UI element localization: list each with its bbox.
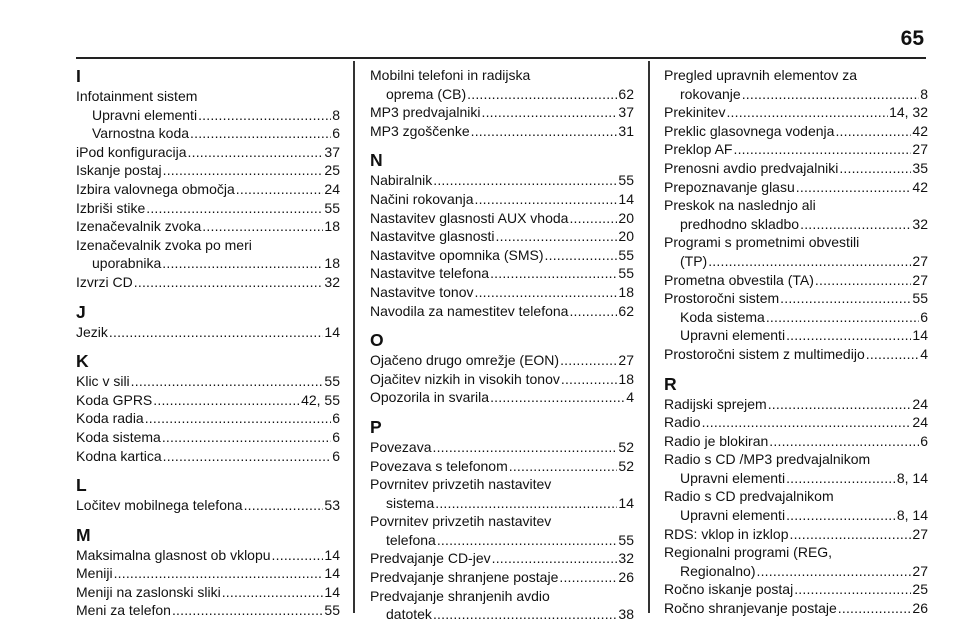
- index-entry-page: 14: [618, 494, 634, 511]
- dot-leader: [786, 469, 896, 488]
- index-entry: [664, 215, 928, 234]
- index-entry-text: Izvrzi CD: [76, 273, 133, 290]
- index-entry: [664, 103, 928, 122]
- dot-leader: [492, 549, 618, 568]
- index-entry: [370, 122, 634, 141]
- dot-leader: [475, 190, 618, 209]
- dot-leader: [109, 323, 324, 342]
- index-entry-page: 14: [324, 546, 340, 563]
- index-letter: M: [76, 524, 91, 545]
- index-entry-page: 27: [912, 141, 928, 158]
- dot-leader: [569, 302, 617, 321]
- index-entry: [664, 252, 928, 271]
- index-entry-text: Predvajanje CD-jev: [370, 550, 491, 567]
- index-entry: [664, 525, 928, 544]
- index-entry: [370, 227, 634, 246]
- dot-leader: [435, 494, 617, 513]
- index-entry: [370, 209, 634, 228]
- index-entry-heading: Povrnitev privzetih nastavitev: [370, 513, 552, 530]
- index-entry-text: Radio: [664, 414, 701, 431]
- index-entry-page: 55: [324, 373, 340, 390]
- dot-leader: [432, 438, 617, 457]
- index-entry-text: Ločitev mobilnega telefona: [76, 497, 243, 514]
- index-entry-text: datotek: [386, 606, 432, 623]
- index-entry-page: 35: [912, 159, 928, 176]
- index-entry-text: Koda sistema: [680, 308, 765, 325]
- index-entry-text: Nastavitev glasnosti AUX vhoda: [370, 209, 569, 226]
- dot-leader: [437, 531, 618, 550]
- index-entry: [370, 549, 634, 568]
- index-entry: [370, 302, 634, 321]
- index-entry-text: Nastavitve telefona: [370, 265, 490, 282]
- dot-leader: [163, 447, 332, 466]
- dot-leader: [134, 273, 324, 292]
- index-entry-text: Meniji: [76, 565, 113, 582]
- index-entry-page: 4: [626, 389, 634, 406]
- dot-leader: [569, 209, 617, 228]
- index-entry-text: Meniji na zaslonski sliki: [76, 583, 221, 600]
- index-entry-page: 4: [920, 345, 928, 362]
- index-entry-text: Prekinitev: [664, 104, 726, 121]
- index-entry: [664, 432, 928, 451]
- dot-leader: [794, 580, 911, 599]
- index-entry-page: 26: [912, 600, 928, 617]
- index-entry-heading: Regionalni programi (REG,: [664, 544, 833, 561]
- index-letter: L: [76, 475, 87, 496]
- index-entry-text: Ročno shranjevanje postaje: [664, 600, 837, 617]
- index-entry-page: 55: [324, 602, 340, 619]
- index-entry-page: 18: [618, 370, 634, 387]
- index-entry-page: 14: [324, 323, 340, 340]
- index-entry: [664, 395, 928, 414]
- index-entry-text: Radijski sprejem: [664, 395, 767, 412]
- index-entry-text: Izbriši stike: [76, 199, 146, 216]
- index-entry: [76, 372, 340, 391]
- index-entry-page: 26: [618, 569, 634, 586]
- index-entry-heading: Izenačevalnik zvoka po meri: [76, 236, 252, 253]
- dot-leader: [866, 345, 919, 364]
- index-entry: [76, 583, 340, 602]
- index-entry-text: Prostoročni sistem: [664, 290, 780, 307]
- index-entry-page: 55: [618, 265, 634, 282]
- index-entry-text: iPod konfiguracija: [76, 143, 187, 160]
- header-rule: [76, 57, 926, 59]
- index-entry: [76, 323, 340, 342]
- index-entry-page: 32: [324, 273, 340, 290]
- index-entry-text: Povezava s telefonom: [370, 457, 508, 474]
- index-entry: [370, 103, 634, 122]
- index-entry-page: 38: [618, 606, 634, 623]
- dot-leader: [198, 106, 331, 125]
- index-entry-text: Izbira valovnega območja: [76, 180, 235, 197]
- index-entry-page: 24: [912, 414, 928, 431]
- index-entry: [664, 178, 928, 197]
- index-entry-page: 31: [618, 122, 634, 139]
- index-entry-page: 14, 32: [889, 104, 928, 121]
- index-entry-text: Maksimalna glasnost ob vklopu: [76, 546, 271, 563]
- index-entry-heading: Preskok na naslednjo ali: [664, 197, 816, 214]
- page-number: 65: [900, 27, 924, 50]
- dot-leader: [471, 122, 618, 141]
- dot-leader: [145, 409, 331, 428]
- index-entry: [370, 531, 634, 550]
- dot-leader: [114, 564, 324, 583]
- index-entry-page: 18: [618, 283, 634, 300]
- column-divider: [648, 61, 650, 613]
- dot-leader: [768, 395, 912, 414]
- index-entry-page: 55: [618, 246, 634, 263]
- index-entry-page: 27: [912, 271, 928, 288]
- index-entry-text: Preklic glasovnega vodenja: [664, 122, 835, 139]
- index-entry-page: 32: [912, 215, 928, 232]
- index-entry: [370, 568, 634, 587]
- index-entry: [370, 494, 634, 513]
- index-entry-text: predhodno skladbo: [680, 215, 800, 232]
- index-entry-page: 8: [920, 85, 928, 102]
- dot-leader: [433, 171, 617, 190]
- index-entry-page: 42: [912, 122, 928, 139]
- index-letter: I: [76, 66, 81, 86]
- index-entry-text: Povezava: [370, 438, 432, 455]
- dot-leader: [162, 428, 331, 447]
- index-entry: [76, 161, 340, 180]
- index-entry-page: 20: [618, 209, 634, 226]
- index-entry-page: 27: [912, 562, 928, 579]
- index-entry-text: uporabnika: [92, 255, 162, 272]
- dot-leader: [146, 199, 323, 218]
- dot-leader: [162, 254, 323, 273]
- dot-leader: [786, 326, 911, 345]
- index-entry: [370, 171, 634, 190]
- index-entry: [664, 85, 928, 104]
- dot-leader: [490, 388, 625, 407]
- dot-leader: [467, 85, 617, 104]
- index-entry-heading: Predvajanje shranjenih avdio: [370, 587, 550, 604]
- index-entry: [664, 506, 928, 525]
- dot-leader: [222, 583, 324, 602]
- index-entry-page: 55: [324, 199, 340, 216]
- index-entry: [370, 351, 634, 370]
- index-entry-text: Regionalno): [680, 562, 756, 579]
- index-entry-text: telefona: [386, 531, 436, 548]
- index-entry-page: 14: [324, 583, 340, 600]
- dot-leader: [769, 432, 919, 451]
- index-column-3: [664, 66, 928, 618]
- index-entry: [370, 605, 634, 624]
- index-entry: [664, 159, 928, 178]
- index-entry-text: Ojačitev nizkih in visokih tonov: [370, 370, 560, 387]
- index-entry-page: 62: [618, 85, 634, 102]
- index-entry-text: Prometna obvestila (TA): [664, 271, 814, 288]
- dot-leader: [545, 246, 618, 265]
- index-entry-text: Upravni elementi: [680, 507, 786, 524]
- dot-leader: [742, 85, 920, 104]
- index-entry-text: Nastavitve glasnosti: [370, 228, 495, 245]
- index-column-2: [370, 66, 634, 624]
- index-entry: [76, 124, 340, 143]
- index-entry: [664, 271, 928, 290]
- dot-leader: [800, 215, 911, 234]
- index-entry: [664, 308, 928, 327]
- index-entry-text: MP3 predvajalniki: [370, 104, 481, 121]
- index-entry: [370, 246, 634, 265]
- index-entry-page: 37: [618, 104, 634, 121]
- index-entry-page: 18: [324, 255, 340, 272]
- index-entry-text: oprema (CB): [386, 85, 467, 102]
- index-entry-text: Upravni elementi: [680, 469, 786, 486]
- index-entry-text: Predvajanje shranjene postaje: [370, 569, 559, 586]
- index-entry-text: Ojačeno drugo omrežje (EON): [370, 352, 560, 369]
- index-entry-text: Preklop AF: [664, 141, 733, 158]
- index-letter: K: [76, 351, 89, 372]
- index-entry-text: Iskanje postaj: [76, 162, 162, 179]
- dot-leader: [188, 143, 324, 162]
- index-entry: [370, 85, 634, 104]
- index-entry: [664, 413, 928, 432]
- index-entry: [370, 283, 634, 302]
- index-letter: N: [370, 150, 383, 171]
- dot-leader: [236, 180, 324, 199]
- dot-leader: [766, 308, 919, 327]
- index-entry-text: Ročno iskanje postaj: [664, 581, 794, 598]
- index-entry: [664, 469, 928, 488]
- index-entry: [370, 438, 634, 457]
- index-entry-page: 32: [618, 550, 634, 567]
- index-entry-text: Opozorila in svarila: [370, 389, 490, 406]
- index-entry-page: 27: [912, 525, 928, 542]
- dot-leader: [561, 370, 618, 389]
- index-column-1: [76, 66, 340, 620]
- index-entry-page: 6: [332, 428, 340, 445]
- index-entry-page: 8: [332, 106, 340, 123]
- dot-leader: [496, 227, 618, 246]
- dot-leader: [559, 568, 617, 587]
- index-entry-heading: Pregled upravnih elementov za: [664, 67, 858, 83]
- index-entry-text: Meni za telefon: [76, 602, 171, 619]
- index-entry-page: 42: [912, 178, 928, 195]
- index-entry-page: 8, 14: [896, 507, 928, 524]
- index-entry-page: 62: [618, 302, 634, 319]
- dot-leader: [726, 103, 888, 122]
- index-entry-page: 6: [920, 432, 928, 449]
- index-entry-page: 6: [920, 308, 928, 325]
- index-entry-page: 27: [618, 352, 634, 369]
- dot-leader: [733, 140, 911, 159]
- index-entry-text: Koda GPRS: [76, 391, 153, 408]
- index-entry-text: rokovanje: [680, 85, 741, 102]
- dot-leader: [838, 599, 912, 618]
- index-entry-page: 52: [618, 438, 634, 455]
- index-entry-page: 8, 14: [896, 469, 928, 486]
- dot-leader: [839, 159, 911, 178]
- index-entry: [664, 122, 928, 141]
- index-entry-page: 25: [324, 162, 340, 179]
- index-entry: [370, 388, 634, 407]
- dot-leader: [172, 601, 323, 620]
- index-entry-page: 42, 55: [301, 391, 340, 408]
- index-entry: [664, 326, 928, 345]
- index-entry-page: 55: [912, 290, 928, 307]
- index-entry-text: Koda radia: [76, 410, 144, 427]
- index-entry: [76, 199, 340, 218]
- index-entry-page: 55: [618, 531, 634, 548]
- dot-leader: [509, 457, 618, 476]
- index-entry-text: Radio je blokiran: [664, 432, 769, 449]
- index-entry-page: 53: [324, 497, 340, 514]
- index-entry-page: 24: [324, 180, 340, 197]
- dot-leader: [131, 372, 324, 391]
- index-entry: [370, 264, 634, 283]
- index-entry-text: Prostoročni sistem z multimedijo: [664, 345, 865, 362]
- column-divider: [353, 61, 355, 613]
- index-entry-page: 14: [324, 565, 340, 582]
- index-entry: [76, 409, 340, 428]
- index-entry-page: 14: [618, 190, 634, 207]
- index-entry: [370, 190, 634, 209]
- index-entry-page: 27: [912, 252, 928, 269]
- index-entry: [76, 254, 340, 273]
- dot-leader: [757, 562, 912, 581]
- index-entry: [76, 217, 340, 236]
- index-entry-text: Nabiralnik: [370, 172, 433, 189]
- dot-leader: [702, 413, 912, 432]
- index-entry-text: MP3 zgoščenke: [370, 122, 470, 139]
- index-entry-text: RDS: vklop in izklop: [664, 525, 789, 542]
- index-entry-text: Nastavitve opomnika (SMS): [370, 246, 544, 263]
- index-entry-page: 52: [618, 457, 634, 474]
- dot-leader: [433, 605, 617, 624]
- index-letter: O: [370, 330, 384, 351]
- index-entry-text: Upravni elementi: [92, 106, 198, 123]
- index-entry-page: 20: [618, 228, 634, 245]
- index-entry-text: Koda sistema: [76, 428, 161, 445]
- index-entry-text: Prenosni avdio predvajalniki: [664, 159, 839, 176]
- dot-leader: [815, 271, 912, 290]
- dot-leader: [272, 546, 324, 565]
- index-entry: [76, 496, 340, 515]
- index-letter: R: [664, 373, 677, 394]
- index-entry-text: Kodna kartica: [76, 447, 162, 464]
- index-entry-page: 24: [912, 395, 928, 412]
- index-entry-heading: Programi s prometnimi obvestili: [664, 234, 860, 251]
- index-entry-heading: Mobilni telefoni in radijska: [370, 67, 531, 83]
- index-entry: [664, 599, 928, 618]
- index-entry-text: Varnostna koda: [92, 125, 190, 142]
- dot-leader: [202, 217, 323, 236]
- dot-leader: [244, 496, 324, 515]
- index-entry-page: 25: [912, 581, 928, 598]
- index-entry-page: 6: [332, 447, 340, 464]
- index-entry: [76, 143, 340, 162]
- dot-leader: [780, 289, 911, 308]
- index-entry-text: Načini rokovanja: [370, 190, 474, 207]
- index-entry: [76, 106, 340, 125]
- index-entry-page: 55: [618, 172, 634, 189]
- index-entry: [370, 457, 634, 476]
- index-entry-text: Upravni elementi: [680, 327, 786, 344]
- index-entry-page: 6: [332, 410, 340, 427]
- index-entry: [76, 391, 340, 410]
- dot-leader: [190, 124, 331, 143]
- index-entry-heading: Infotainment sistem: [76, 88, 198, 104]
- index-entry-heading: Radio s CD predvajalnikom: [664, 488, 834, 505]
- dot-leader: [163, 161, 324, 180]
- index-entry: [76, 447, 340, 466]
- index-entry-text: Klic v sili: [76, 373, 130, 390]
- index-entry: [664, 562, 928, 581]
- index-entry-text: Prepoznavanje glasu: [664, 178, 795, 195]
- index-entry-heading: Radio s CD /MP3 predvajalnikom: [664, 451, 871, 468]
- dot-leader: [786, 506, 896, 525]
- index-entry: [664, 289, 928, 308]
- index-entry: [76, 428, 340, 447]
- index-entry: [664, 140, 928, 159]
- index-entry: [370, 370, 634, 389]
- index-entry: [76, 273, 340, 292]
- index-entry: [76, 180, 340, 199]
- dot-leader: [835, 122, 911, 141]
- index-letter: P: [370, 416, 382, 437]
- dot-leader: [796, 178, 912, 197]
- index-entry-page: 6: [332, 125, 340, 142]
- index-entry-heading: Povrnitev privzetih nastavitev: [370, 476, 552, 493]
- index-letter: J: [76, 301, 86, 322]
- index-entry: [76, 601, 340, 620]
- index-entry: [76, 546, 340, 565]
- index-entry-page: 14: [912, 327, 928, 344]
- index-entry-text: (TP): [680, 252, 708, 269]
- index-entry-text: Nastavitve tonov: [370, 283, 474, 300]
- index-entry-text: Navodila za namestitev telefona: [370, 302, 569, 319]
- dot-leader: [490, 264, 617, 283]
- dot-leader: [153, 391, 300, 410]
- dot-leader: [790, 525, 912, 544]
- dot-leader: [560, 351, 617, 370]
- index-entry: [664, 580, 928, 599]
- index-entry-page: 18: [324, 218, 340, 235]
- index-entry: [76, 564, 340, 583]
- index-entry-text: sistema: [386, 494, 435, 511]
- index-entry-text: Jezik: [76, 323, 108, 340]
- index-entry: [664, 345, 928, 364]
- dot-leader: [475, 283, 618, 302]
- dot-leader: [482, 103, 618, 122]
- dot-leader: [708, 252, 911, 271]
- index-entry-page: 37: [324, 143, 340, 160]
- index-entry-text: Izenačevalnik zvoka: [76, 218, 202, 235]
